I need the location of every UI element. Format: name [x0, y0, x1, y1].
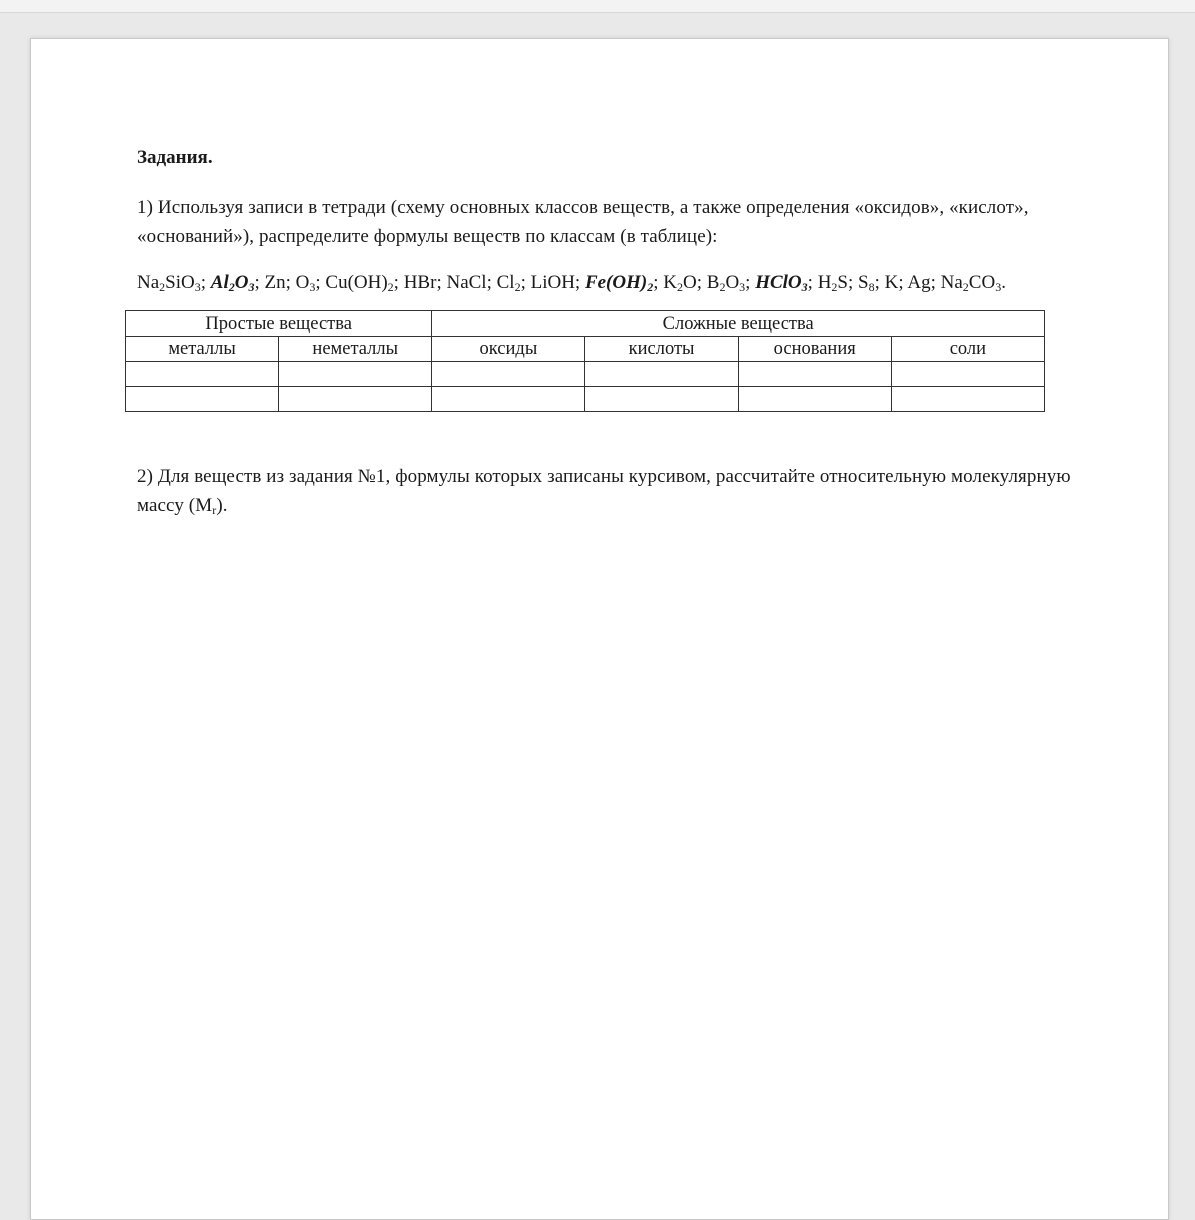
task-1-text: 1) Используя записи в тетради (схему основных классов веществ, а также определения «оксидов», «кислот», «оснований»), распределите формулы веществ по классам (в таблице):	[137, 197, 1029, 247]
column-header: оксиды	[432, 337, 585, 362]
empty-cell	[432, 387, 585, 412]
empty-cell	[585, 362, 738, 387]
formula: $Al_2O_3$	[210, 272, 255, 294]
formula: HClO$_3$	[755, 272, 808, 294]
formula: $S_8$	[858, 272, 875, 294]
empty-cell	[585, 387, 738, 412]
empty-cell	[891, 387, 1044, 412]
viewer-top-bar	[0, 0, 1195, 13]
empty-cell	[432, 362, 585, 387]
header-simple-substances: Простые вещества	[126, 311, 432, 337]
empty-cell	[738, 362, 891, 387]
formula-list: $Na_2SiO_3$; $Al_2O_3$; Zn; $O_3$; $Cu(OH)_2$; HBr; NaCl; $Cl_2$; LiOH; $Fe(OH)_2$; $K_2O$; $B_2O_3$; HClO$_3$; $H_2S$; $S_8$; K; Ag; $Na_2CO_3$.	[137, 272, 1006, 294]
substance-classes-table	[125, 310, 1045, 412]
page-content	[137, 145, 1077, 537]
task-2-text	[137, 462, 1077, 520]
formula: $Na_2CO_3$	[940, 272, 1002, 294]
document-page	[30, 38, 1169, 1220]
column-header: металлы	[126, 337, 279, 362]
task-2-body: 2) Для веществ из задания №1, формулы которых записаны курсивом, рассчитайте относительную молекулярную массу (M	[137, 466, 1071, 516]
formula: $B_2O_3$	[706, 272, 746, 294]
empty-cell	[279, 362, 432, 387]
formula: $Cl_2$	[496, 272, 521, 294]
task-2-end: ).	[216, 495, 228, 516]
formula: $Fe(OH)_2$	[584, 272, 654, 294]
formula: $O_3$	[295, 272, 316, 294]
tasks-heading: Задания.	[137, 147, 213, 168]
formula: $Cu(OH)_2$	[325, 272, 394, 294]
column-header: неметаллы	[279, 337, 432, 362]
empty-cell	[279, 387, 432, 412]
empty-cell	[891, 362, 1044, 387]
empty-cell	[738, 387, 891, 412]
formula: HBr	[403, 272, 437, 293]
column-header: соли	[891, 337, 1044, 362]
column-header: основания	[738, 337, 891, 362]
formula: LiOH	[530, 272, 575, 293]
formula: $Na_2SiO_3$	[137, 272, 201, 294]
formula: K	[884, 272, 899, 293]
column-header: кислоты	[585, 337, 738, 362]
empty-cell	[126, 387, 279, 412]
table-row	[126, 387, 1045, 412]
task-2-sub: r	[212, 503, 217, 517]
header-complex-substances: Сложные вещества	[432, 311, 1045, 337]
formula: Zn	[264, 272, 286, 293]
formula: Ag	[907, 272, 931, 293]
formula: $K_2O$	[663, 272, 697, 294]
empty-cell	[126, 362, 279, 387]
formula: NaCl	[446, 272, 487, 293]
formula: $H_2S$	[817, 272, 848, 294]
table-row	[126, 362, 1045, 387]
